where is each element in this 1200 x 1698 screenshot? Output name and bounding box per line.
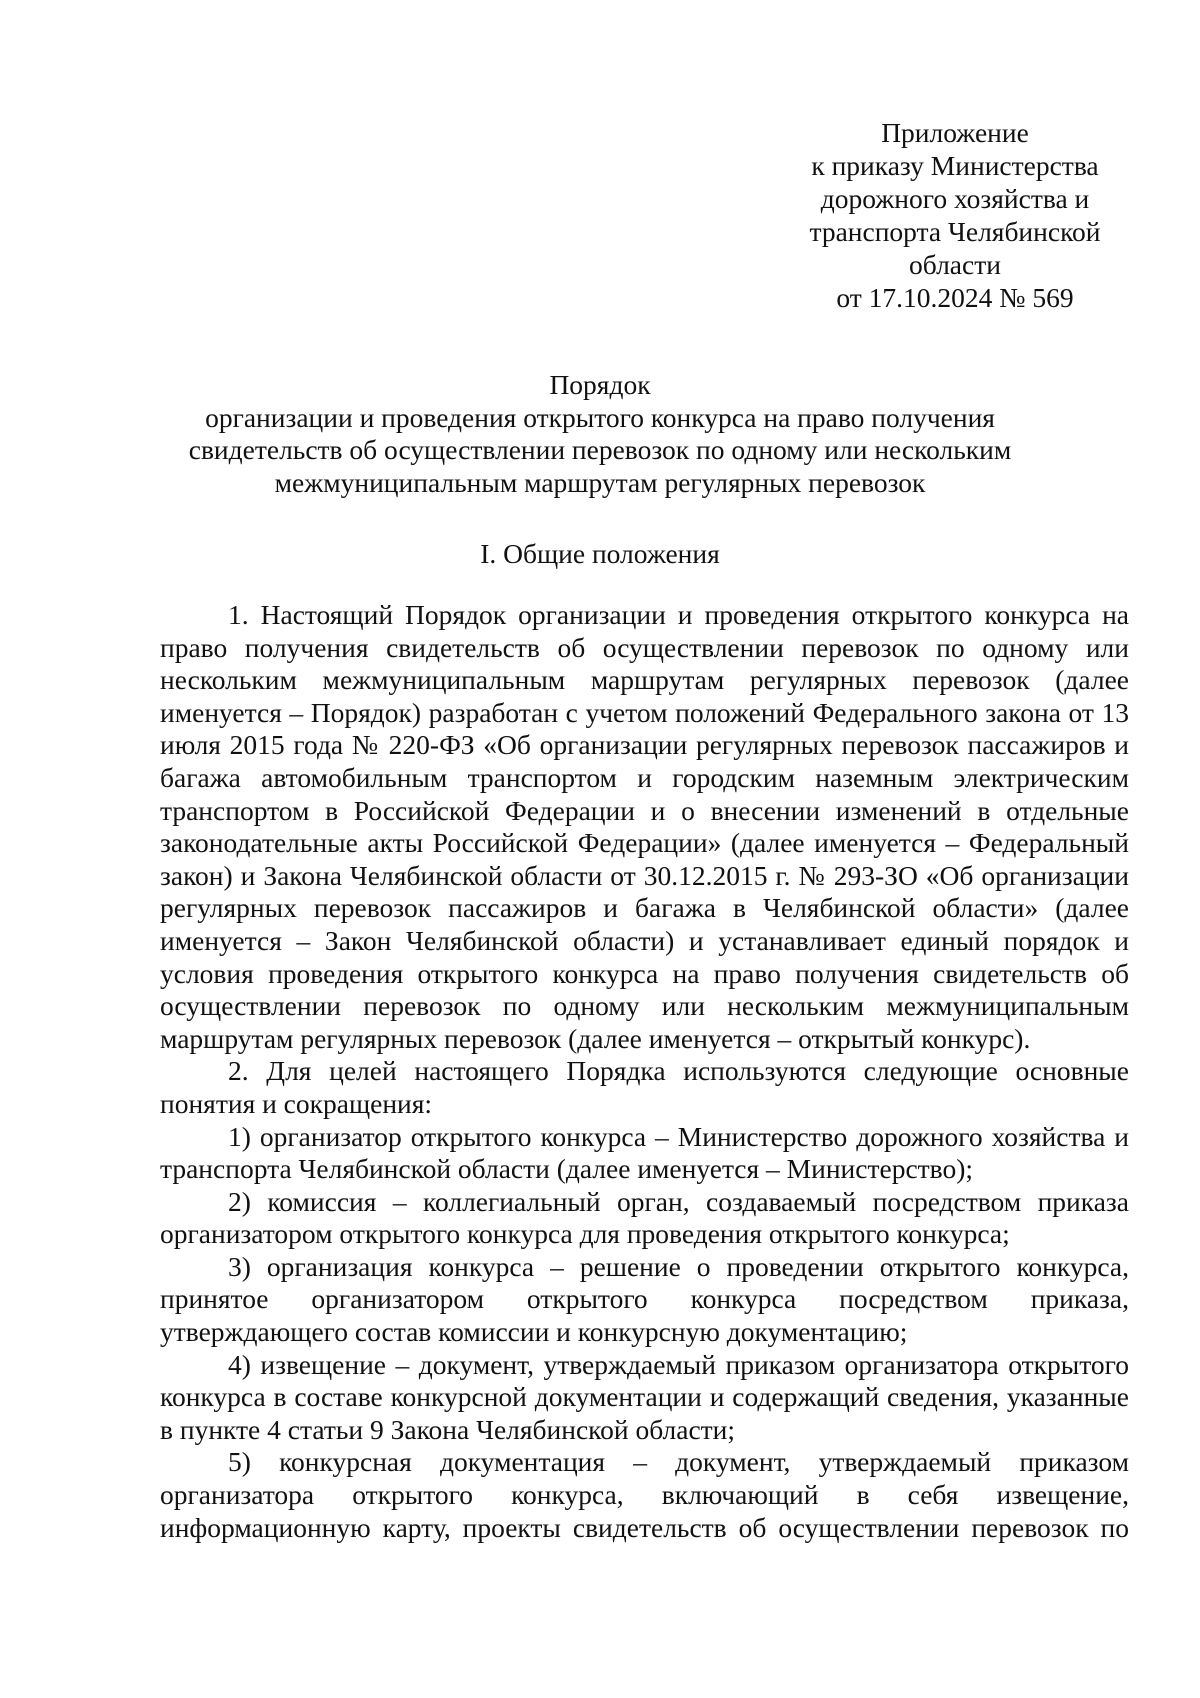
document-body: [160, 599, 1129, 1544]
appendix-line: транспорта Челябинской: [809, 216, 1101, 247]
paragraph: 5) конкурсная документация – документ, утверждаемый приказом организатора открытого конкурса, включающий в себя извещение, информационную карту, проекты свидетельств об осуществлении перевозок по: [160, 1446, 1129, 1543]
title-subtitle-line: свидетельств об осуществлении перевозок по одному или нескольким: [188, 434, 1012, 465]
section-heading: I. Общие положения: [480, 538, 720, 569]
paragraph: 1. Настоящий Порядок организации и проведения открытого конкурса на право получения свидетельств об осуществлении перевозок по одному или нескольким межмуниципальным маршрутам регулярных перевозок (далее именуется – Порядок) разработан с учетом положений Федерального закона от 13 июля 2015 года № 220-ФЗ «Об организации регулярных перевозок пассажиров и багажа автомобильным транспортом и городским наземным электрическим транспортом в Российской Федерации и о внесении изменений в отдельные законодательные акты Российской Федерации» (далее именуется – Федеральный закон) и Закона Челябинской области от 30.12.2015 г. № 293-ЗО «Об организации регулярных перевозок пассажиров и багажа в Челябинской области» (далее именуется – Закон Челябинской области) и устанавливает единый порядок и условия проведения открытого конкурса на право получения свидетельств об осуществлении перевозок по одному или нескольким межмуниципальным маршрутам регулярных перевозок (далее именуется – открытый конкурс).: [160, 599, 1129, 1054]
paragraph: 2. Для целей настоящего Порядка используются следующие основные понятия и сокращения:: [160, 1055, 1129, 1119]
appendix-line: от 17.10.2024 № 569: [836, 282, 1074, 313]
appendix-line: области: [909, 249, 1001, 280]
paragraph: 4) извещение – документ, утверждаемый приказом организатора открытого конкурса в составе конкурсной документации и содержащий сведения, указанные в пункте 4 статьи 9 Закона Челябинской области;: [160, 1348, 1129, 1445]
paragraph: 2) комиссия – коллегиальный орган, создаваемый посредством приказа организатором открытого конкурса для проведения открытого конкурса;: [160, 1185, 1129, 1250]
paragraph: 1) организатор открытого конкурса – Министерство дорожного хозяйства и транспорта Челябинской области (далее именуется – Министерство);: [160, 1120, 1129, 1185]
title-heading: Порядок: [549, 369, 651, 400]
title-subtitle-line: межмуниципальным маршрутам регулярных перевозок: [274, 466, 926, 498]
appendix-line: дорожного хозяйства и: [820, 183, 1090, 214]
appendix-line: к приказу Министерства: [811, 150, 1099, 181]
appendix-header: [770, 116, 1140, 314]
title-subtitle-line: организации и проведения открытого конкурса на право получения: [205, 401, 995, 433]
appendix-line: Приложение: [881, 117, 1029, 148]
document-title: [150, 369, 1050, 499]
paragraph: 3) организация конкурса – решение о проведении открытого конкурса, принятое организатором открытого конкурса посредством приказа, утверждающего состав комиссии и конкурсную документацию;: [160, 1250, 1129, 1348]
